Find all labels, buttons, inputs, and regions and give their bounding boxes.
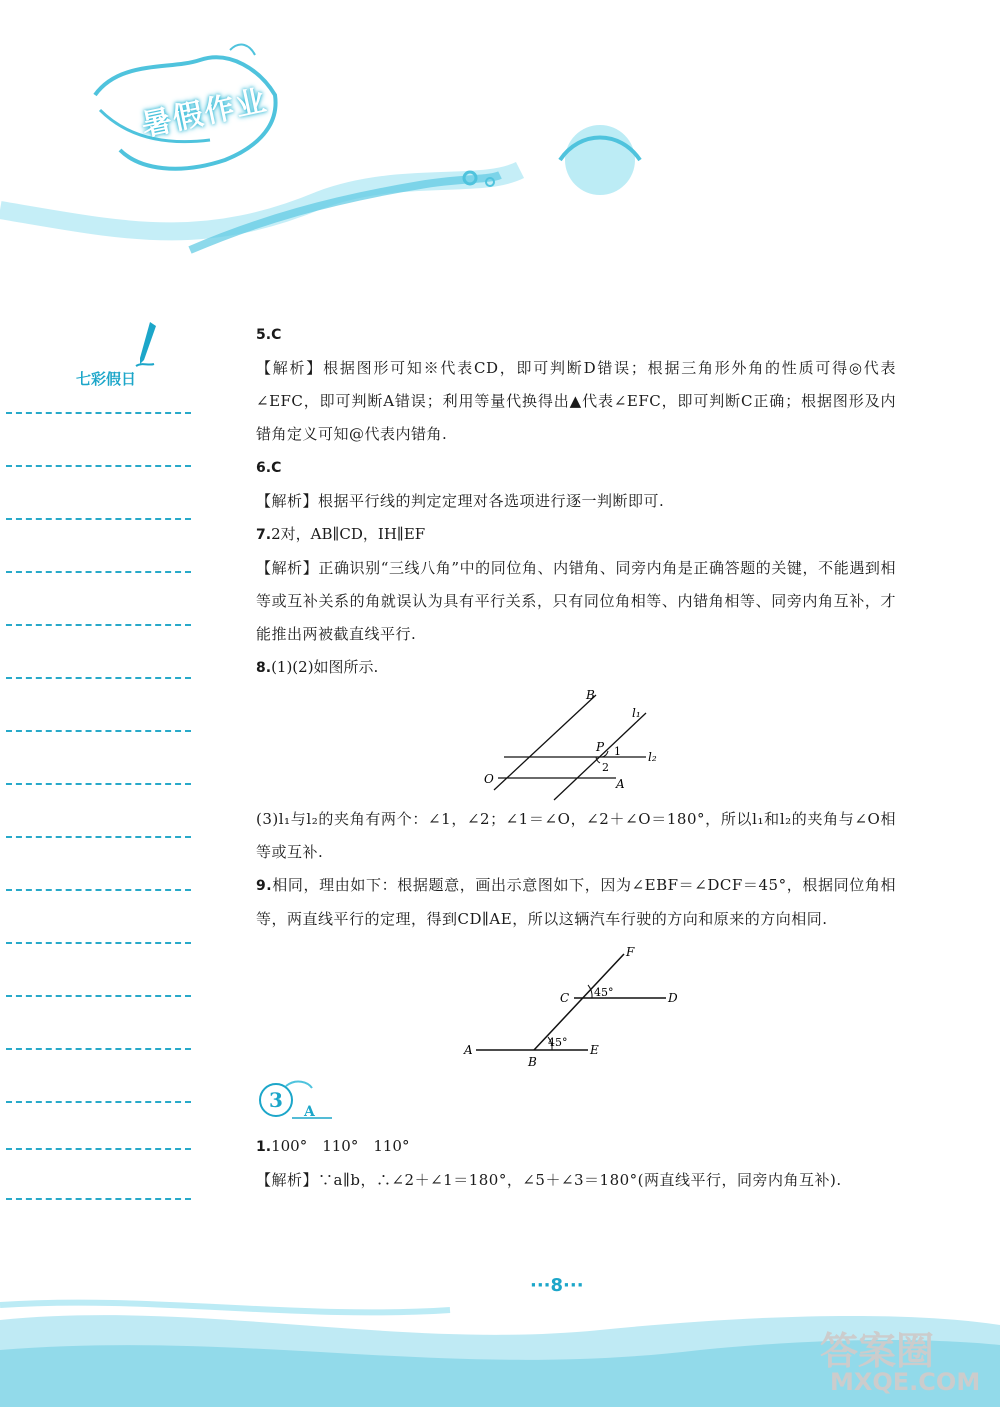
watermark-url: MXQE.COM [830, 1368, 981, 1396]
answer-value: (1)(2)如图所示. [271, 658, 379, 676]
answer-8 [256, 651, 896, 869]
note-line [6, 571, 191, 573]
note-line [6, 783, 191, 785]
note-line [6, 836, 191, 838]
section-badge-number: 3 [269, 1088, 283, 1112]
note-line [6, 518, 191, 520]
note-line [6, 730, 191, 732]
answer-9 [256, 869, 896, 1068]
answer-number: 1. [256, 1139, 272, 1155]
label-D: D [668, 991, 678, 1005]
label-l1: l₁ [632, 706, 641, 720]
answer-number: 5. [256, 327, 272, 343]
label-O: O [484, 772, 494, 786]
page-number: ···8··· [530, 1275, 584, 1296]
label-C: C [560, 991, 570, 1005]
header-decoration [0, 0, 700, 270]
answer-7 [256, 518, 896, 651]
watermark-logo: 答案圈 [820, 1329, 935, 1373]
angle-label-ebf: 45° [548, 1036, 568, 1049]
sidebar-label: 七彩假日 [76, 370, 137, 388]
label-A: A [464, 1043, 473, 1057]
answer-value: 100° 110° 110° [271, 1137, 410, 1155]
label-l2: l₂ [648, 750, 657, 764]
section-badge [256, 1074, 896, 1122]
note-line [6, 1048, 191, 1050]
label-B: B [586, 688, 595, 702]
label-F: F [626, 945, 635, 959]
note-line [6, 995, 191, 997]
answer-number: 8. [256, 660, 272, 676]
label-E: E [590, 1043, 599, 1057]
answer-number: 7. [256, 527, 272, 543]
note-line [6, 465, 191, 467]
note-line [6, 942, 191, 944]
note-line [6, 889, 191, 891]
label-angle-2: 2 [602, 761, 609, 774]
answer-value: 相同，理由如下：根据题意，画出示意图如下，因为∠EBF＝∠DCF＝45°，根据同位角相等，两直线平行的定理，得到CD∥AE，所以这辆汽车行驶的方向和原来的方向相同. [256, 876, 896, 928]
note-line [6, 677, 191, 679]
section-badge-letter: A [304, 1104, 315, 1120]
answer-analysis: 【解析】根据图形可知※代表CD，即可判断D错误；根据三角形外角的性质可得◎代表∠EFC，即可判断A错误；利用等量代换得出▲代表∠EFC，即可判断C正确；根据图形及内错角定义可知@代表内错角. [256, 359, 896, 443]
angle-label-dcf: 45° [594, 986, 614, 999]
section-answer-1 [256, 1130, 896, 1197]
answer-value: C [271, 327, 282, 343]
label-A: A [616, 777, 625, 791]
answer-value: 2对，AB∥CD，IH∥EF [271, 525, 426, 543]
note-line [6, 412, 191, 414]
answer-6 [256, 451, 896, 518]
pen-icon [132, 320, 162, 370]
answer-analysis: 【解析】正确识别“三线八角”中的同位角、内错角、同旁内角是正确答题的关键，不能遇到相等或互补关系的角就误认为具有平行关系，只有同位角相等、内错角相等、同旁内角互补，才能推出两被截直线平行. [256, 559, 896, 643]
answer-number: 9. [256, 878, 273, 894]
note-line [6, 1198, 191, 1200]
figure-car-direction [256, 936, 896, 1068]
figure-parallel-lines [256, 685, 896, 803]
section-badge-graphic [256, 1074, 336, 1122]
banner-title: 暑假作业 [138, 82, 271, 144]
answer-analysis: 【解析】根据平行线的判定定理对各选项进行逐一判断即可. [256, 492, 665, 510]
answer-value: C [271, 460, 282, 476]
answer-content [256, 318, 896, 1197]
answer-5 [256, 318, 896, 451]
label-B: B [528, 1055, 537, 1068]
answer-analysis: (3)l₁与l₂的夹角有两个：∠1，∠2；∠1＝∠O，∠2＋∠O＝180°，所以l₁和l₂的夹角与∠O相等或互补. [256, 810, 896, 861]
label-P: P [596, 740, 605, 754]
label-angle-1: 1 [614, 745, 621, 758]
note-line [6, 624, 191, 626]
answer-number: 6. [256, 460, 272, 476]
note-line [6, 1101, 191, 1103]
note-line [6, 1148, 191, 1150]
answer-analysis: 【解析】∵a∥b，∴∠2＋∠1＝180°，∠5＋∠3＝180°(两直线平行，同旁内角互补). [256, 1171, 842, 1189]
